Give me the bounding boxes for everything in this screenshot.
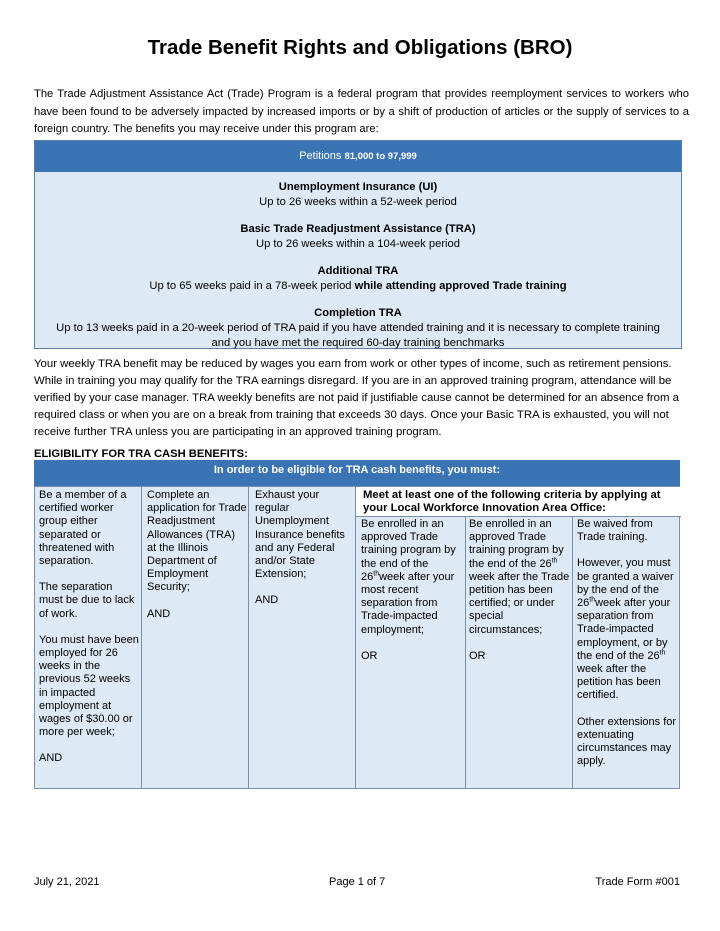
benefit-detail: Up to 13 weeks paid in a 20-week period of TRA paid if you have attended training and it is necessary to complete training and you have met the required 60-day training benchmarks bbox=[56, 322, 660, 349]
benefit-detail: Up to 26 weeks within a 104-week period bbox=[256, 238, 460, 250]
col2-application: Complete an application for Trade Readjustment Allowances (TRA) at the Illinois Department of Employment Security; AND bbox=[147, 489, 247, 620]
footer-form-number: Trade Form #001 bbox=[595, 876, 680, 888]
eligibility-table bbox=[34, 486, 680, 789]
footer-date: July 21, 2021 bbox=[34, 876, 100, 888]
eligibility-title: ELIGIBILITY FOR TRA CASH BENEFITS: bbox=[34, 448, 248, 460]
benefit-title: Additional TRA bbox=[317, 265, 399, 277]
col1-membership: Be a member of a certified worker group either separated or threatened with separation. The separation must be due to lack of work. You must have been employed for 26 weeks in the previous 52 weeks in impacted employment at wages of $30.00 or more per week; AND bbox=[39, 489, 139, 765]
benefit-title: Unemployment Insurance (UI) bbox=[278, 181, 438, 193]
tra-paragraph: Your weekly TRA benefit may be reduced by wages you earn from work or other types of income, such as retirement pensions. While in training you may qualify for the TRA earnings disregard. If you are in an approved training program, attendance will be verified by your case manager. TRA weekly benefits are not paid if justifiable cause cannot be determined for an absence from a required class or when you are on a break from training that exceeds 30 days. Once your Basic TRA is exhausted, you will not receive further TRA unless you are participating in an approved training program. bbox=[34, 358, 679, 438]
benefit-basic-tra bbox=[35, 222, 681, 252]
col3-exhaust-ui: Exhaust your regular Unemployment Insurance benefits and any Federal and/or State Extension; AND bbox=[255, 489, 345, 607]
benefit-title: Basic Trade Readjustment Assistance (TRA) bbox=[240, 223, 476, 235]
petitions-range: 81,000 to 97,999 bbox=[344, 151, 417, 162]
page-title: Trade Benefit Rights and Obligations (BRO) bbox=[147, 36, 573, 59]
benefits-list bbox=[35, 172, 681, 351]
col5-enrolled-petition: Be enrolled in an approved Trade training program by the end of the 26th week after the Trade petition has been certified; or under special circumstances; OR bbox=[469, 518, 570, 662]
benefit-title: Completion TRA bbox=[314, 307, 402, 319]
benefit-completion-tra bbox=[35, 306, 681, 351]
benefit-ui bbox=[35, 180, 681, 210]
col6-waiver: Be waived from Trade training. However, you must be granted a waiver by the end of the 26thweek after your separation from Trade-impacted employment, or by the end of the 26th week after the petition has been certified. Other extensions for extenuating circumstances may apply. bbox=[577, 518, 677, 768]
petitions-header bbox=[35, 141, 681, 172]
col4-enrolled-separation: Be enrolled in an approved Trade training program by the end of the 26thweek after your most recent separation from Trade-impacted employment; OR bbox=[361, 518, 456, 662]
benefit-detail: Up to 26 weeks within a 52-week period bbox=[259, 196, 457, 208]
benefit-additional-tra bbox=[35, 264, 681, 294]
footer-page-number: Page 1 of 7 bbox=[329, 876, 386, 888]
benefit-detail: Up to 65 weeks paid in a 78-week period while attending approved Trade training bbox=[149, 280, 567, 292]
petitions-label: Petitions bbox=[299, 150, 342, 162]
petitions-box bbox=[34, 140, 682, 349]
intro-paragraph: The Trade Adjustment Assistance Act (Trade) Program is a federal program that provides reemployment services to workers who have been found to be adversely impacted by increased imports or by a shift of production of articles or the supply of services to a foreign country. The benefits you may receive under this program are: bbox=[34, 88, 689, 135]
meet-criteria-header: Meet at least one of the following criteria by applying at your Local Workforce Innovation Area Office: bbox=[355, 487, 681, 516]
eligibility-header: In order to be eligible for TRA cash benefits, you must: bbox=[34, 460, 680, 486]
